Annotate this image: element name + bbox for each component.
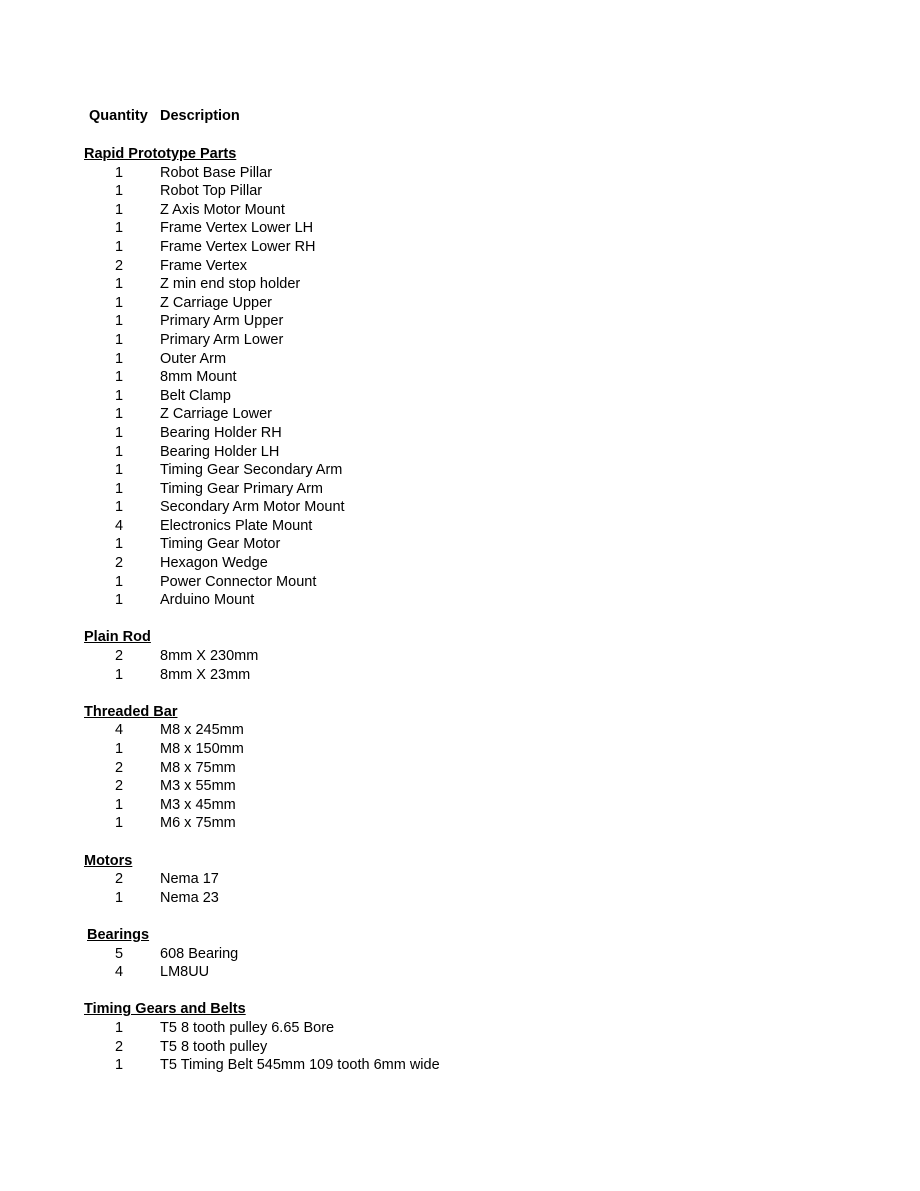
item-description: 608 Bearing xyxy=(160,945,239,962)
list-item xyxy=(0,461,920,480)
item-description: Robot Base Pillar xyxy=(160,164,273,181)
list-item xyxy=(0,721,920,740)
section-title: Bearings xyxy=(87,926,150,943)
parts-sections xyxy=(0,145,920,1093)
item-quantity: 1 xyxy=(114,536,124,553)
item-quantity: 1 xyxy=(114,424,124,441)
list-item xyxy=(0,666,920,685)
item-description: Z Axis Motor Mount xyxy=(160,201,285,218)
item-quantity: 2 xyxy=(114,871,124,888)
item-description: Frame Vertex Lower RH xyxy=(160,238,316,255)
list-item xyxy=(0,312,920,331)
item-quantity: 1 xyxy=(114,313,124,330)
list-item xyxy=(0,201,920,220)
item-description: Primary Arm Upper xyxy=(160,313,284,330)
list-item xyxy=(0,1038,920,1057)
item-quantity: 2 xyxy=(114,555,124,572)
item-quantity: 1 xyxy=(114,369,124,386)
item-quantity: 1 xyxy=(114,238,124,255)
item-description: Electronics Plate Mount xyxy=(160,517,313,534)
item-quantity: 1 xyxy=(114,276,124,293)
item-quantity: 2 xyxy=(114,778,124,795)
item-description: Robot Top Pillar xyxy=(160,183,263,200)
item-quantity: 1 xyxy=(114,294,124,311)
item-description: Primary Arm Lower xyxy=(160,331,284,348)
item-quantity: 4 xyxy=(114,722,124,739)
item-quantity: 4 xyxy=(114,964,124,981)
item-description: Bearing Holder LH xyxy=(160,443,280,460)
item-description: Power Connector Mount xyxy=(160,573,317,590)
description-column-header: Description xyxy=(160,108,240,124)
item-quantity: 1 xyxy=(114,183,124,200)
list-item xyxy=(0,535,920,554)
list-item xyxy=(0,219,920,238)
list-item xyxy=(0,164,920,183)
item-quantity: 1 xyxy=(114,666,124,683)
item-description: Z Carriage Lower xyxy=(160,406,273,423)
section-title: Motors xyxy=(84,852,133,869)
item-quantity: 1 xyxy=(114,387,124,404)
item-quantity: 2 xyxy=(114,648,124,665)
item-description: LM8UU xyxy=(160,964,210,981)
list-item xyxy=(0,480,920,499)
section-title: Rapid Prototype Parts xyxy=(84,146,237,162)
item-description: Z Carriage Upper xyxy=(160,294,273,311)
item-description: Timing Gear Primary Arm xyxy=(160,480,324,497)
list-item xyxy=(0,647,920,666)
item-quantity: 1 xyxy=(114,1019,124,1036)
item-description: M8 x 245mm xyxy=(160,722,244,739)
section-title: Plain Rod xyxy=(84,629,151,646)
list-item xyxy=(0,1019,920,1038)
list-item xyxy=(0,368,920,387)
item-description: Timing Gear Motor xyxy=(160,536,281,553)
item-quantity: 1 xyxy=(114,443,124,460)
list-item xyxy=(0,870,920,889)
list-item xyxy=(0,498,920,517)
item-quantity: 1 xyxy=(114,406,124,423)
list-item xyxy=(0,517,920,536)
list-item xyxy=(0,591,920,610)
list-item xyxy=(0,796,920,815)
parts-section xyxy=(0,926,920,982)
item-quantity: 1 xyxy=(114,164,124,181)
item-quantity: 1 xyxy=(114,331,124,348)
list-item xyxy=(0,350,920,369)
parts-section xyxy=(0,1000,920,1074)
list-item xyxy=(0,182,920,201)
list-item xyxy=(0,740,920,759)
item-description: T5 8 tooth pulley 6.65 Bore xyxy=(160,1019,335,1036)
list-item xyxy=(0,889,920,908)
item-description: Hexagon Wedge xyxy=(160,555,268,572)
item-description: Frame Vertex xyxy=(160,257,248,274)
list-item xyxy=(0,1056,920,1075)
list-item xyxy=(0,387,920,406)
item-quantity: 5 xyxy=(114,945,124,962)
item-description: Bearing Holder RH xyxy=(160,424,282,441)
item-description: Outer Arm xyxy=(160,350,227,367)
item-quantity: 1 xyxy=(114,796,124,813)
item-description: Secondary Arm Motor Mount xyxy=(160,499,345,516)
item-quantity: 1 xyxy=(114,573,124,590)
list-item xyxy=(0,257,920,276)
item-description: M3 x 45mm xyxy=(160,796,236,813)
list-item xyxy=(0,424,920,443)
item-description: M3 x 55mm xyxy=(160,778,236,795)
item-quantity: 1 xyxy=(114,480,124,497)
section-title: Threaded Bar xyxy=(84,703,178,720)
section-title: Timing Gears and Belts xyxy=(84,1001,246,1018)
item-quantity: 1 xyxy=(114,499,124,516)
item-description: Nema 23 xyxy=(160,889,219,906)
item-description: 8mm X 23mm xyxy=(160,666,251,683)
parts-section xyxy=(0,628,920,684)
item-description: T5 8 tooth pulley xyxy=(160,1038,268,1055)
item-quantity: 2 xyxy=(114,1038,124,1055)
list-item xyxy=(0,814,920,833)
parts-section xyxy=(0,145,920,610)
list-item xyxy=(0,963,920,982)
list-item xyxy=(0,443,920,462)
parts-section xyxy=(0,852,920,908)
item-description: Arduino Mount xyxy=(160,592,255,609)
list-item xyxy=(0,554,920,573)
item-description: 8mm Mount xyxy=(160,369,237,386)
item-quantity: 1 xyxy=(114,350,124,367)
item-quantity: 1 xyxy=(114,1057,124,1074)
item-quantity: 1 xyxy=(114,462,124,479)
item-description: M8 x 75mm xyxy=(160,759,236,776)
item-quantity: 1 xyxy=(114,741,124,757)
item-description: Belt Clamp xyxy=(160,387,231,404)
item-quantity: 4 xyxy=(114,517,124,534)
item-description: 8mm X 230mm xyxy=(160,648,259,665)
item-quantity: 1 xyxy=(114,815,124,832)
list-item xyxy=(0,294,920,313)
list-item xyxy=(0,405,920,424)
item-description: M8 x 150mm xyxy=(160,741,244,757)
item-description: Frame Vertex Lower LH xyxy=(160,220,314,237)
list-item xyxy=(0,777,920,796)
item-quantity: 1 xyxy=(114,220,124,237)
list-item xyxy=(0,945,920,964)
list-item xyxy=(0,275,920,294)
item-description: M6 x 75mm xyxy=(160,815,236,832)
item-quantity: 2 xyxy=(114,257,124,274)
item-description: Nema 17 xyxy=(160,871,219,888)
item-description: T5 Timing Belt 545mm 109 tooth 6mm wide xyxy=(160,1057,440,1074)
item-quantity: 1 xyxy=(114,592,124,609)
item-description: Z min end stop holder xyxy=(160,276,301,293)
parts-section xyxy=(0,703,920,833)
item-description: Timing Gear Secondary Arm xyxy=(160,462,343,479)
item-quantity: 1 xyxy=(114,201,124,218)
list-item xyxy=(0,331,920,350)
quantity-column-header: Quantity xyxy=(89,108,148,124)
list-item xyxy=(0,238,920,257)
item-quantity: 2 xyxy=(114,759,124,776)
list-item xyxy=(0,759,920,778)
item-quantity: 1 xyxy=(114,889,124,906)
list-item xyxy=(0,573,920,592)
